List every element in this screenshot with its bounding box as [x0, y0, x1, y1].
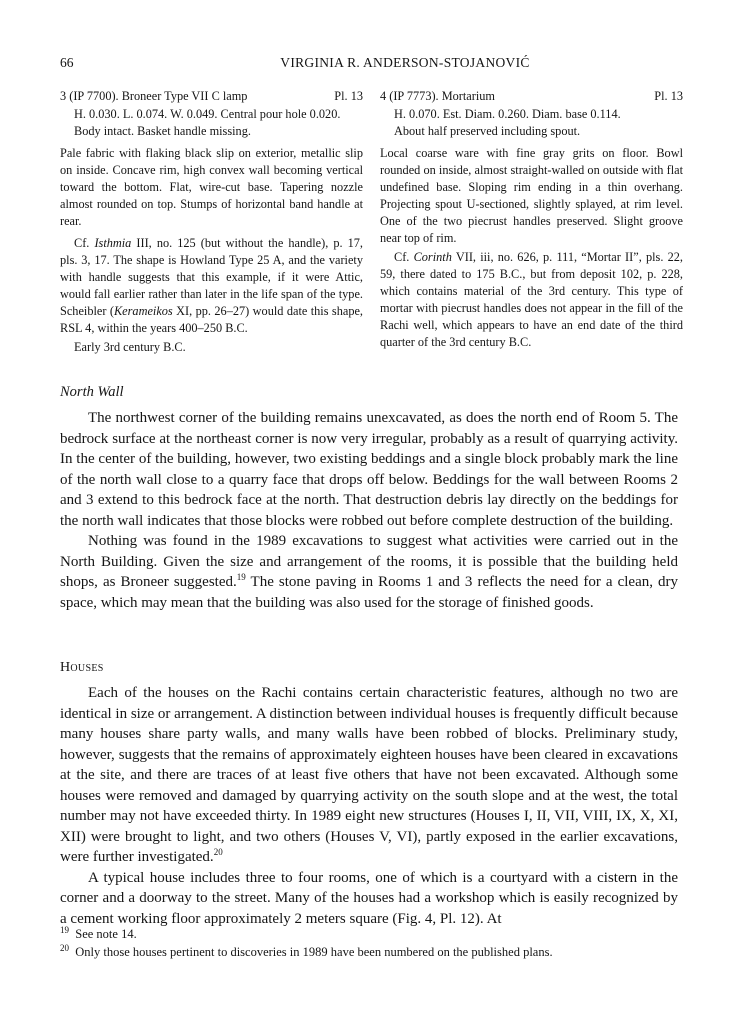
paragraph	[60, 531, 678, 613]
dimensions: H. 0.030. L. 0.074. W. 0.049. Central pour hole 0.020.	[74, 107, 341, 121]
comparanda	[380, 249, 683, 351]
comparanda	[60, 235, 363, 337]
date	[60, 339, 363, 356]
cf-text: XI, pp. 26–27) would date this shape, RSL 4, within the years 400–250	[60, 304, 364, 335]
footnote-number: 20	[60, 942, 69, 953]
footnotes	[60, 925, 678, 961]
running-head: VIRGINIA R. ANDERSON-STOJANOVIĆ	[280, 55, 530, 70]
catalog-entry-4	[380, 88, 683, 351]
catalog-heading	[380, 88, 683, 105]
dimensions: H. 0.070. Est. Diam. 0.260. Diam. base 0.114.	[394, 107, 621, 121]
description: Local coarse ware with fine gray grits on floor. Bowl rounded on inside, almost straight-walled on outside with flat undefined base. Sloping rim ending in a thin overhang. Projecting spout U-sectioned, slightly splayed, at rim level. One of the two piecrust handles preserved. Slight groove near top of rim.	[380, 146, 683, 245]
condition: Body intact. Basket handle missing.	[74, 124, 251, 138]
paragraph: The northwest corner of the building remains unexcavated, as does the north end of Room 5. The bedrock surface at the northeast corner is now very irregular, probably as a result of quarrying activity. In the center of the building, however, two existing beddings and a single block probably mark the line of the north wall close to a quarry face that drops off below. Beddings for the wall between Rooms 2 and 3 extend to this bedrock face at the north. That destruction debris lay directly on the beddings for the north wall indicates that those blocks were robbed out before complete destruction of the building.	[60, 410, 678, 529]
catalog-entry-3	[60, 88, 363, 356]
north-wall-text	[60, 408, 678, 613]
plate-reference: Pl. 13	[334, 89, 363, 103]
era-abbr: B.C.	[225, 321, 248, 335]
catalog-heading	[60, 88, 363, 105]
condition: About half preserved including spout.	[394, 124, 581, 138]
era-abbr: B.C.	[163, 340, 186, 354]
cf-text: , but from deposit 102, p. 228, which contains material of the 3rd century. This type of mortar with piecrust handles does not appear in the fill of the Rachi well, which appears to have an end date of the third quarter of the 3rd century	[380, 267, 684, 349]
paragraph-text: Nothing was found in the 1989 excavations to suggest what activities were carried out in the North Building. Given the size and arrangement of the rooms, it is possible that the building held shops, as Broneer suggested.	[60, 533, 678, 590]
footnote-text: See note 14.	[75, 927, 137, 941]
cf-title: Corinth	[413, 250, 452, 264]
paragraph	[60, 683, 678, 868]
cf-text: VII, iii, no. 626, p. 111, “Mortar II”, pls. 22, 59, there dated to 175	[380, 250, 683, 281]
footnote-number: 19	[60, 924, 69, 935]
era-abbr: B.C.	[508, 335, 532, 349]
houses-text	[60, 683, 678, 929]
cf-title: Kerameikos	[113, 304, 173, 318]
cf-title: Isthmia	[94, 236, 132, 250]
footnote-text: Only those houses pertinent to discoveries in 1989 have been numbered on the published plans.	[75, 945, 553, 959]
page-number: 66	[60, 55, 74, 70]
era-abbr: B.C.	[499, 267, 523, 281]
paragraph: A typical house includes three to four rooms, one of which is a courtyard with a cistern in the corner and a doorway to the street. Many of the houses had a workshop which is easily recognized by a cement working floor approximately 2 meters square (Fig. 4, Pl. 12). At	[60, 869, 678, 927]
section-heading-north-wall: North Wall	[60, 384, 124, 400]
footnote-ref-19: 19	[236, 572, 246, 582]
cf-text: III, no. 125 (but without the handle), p. 17, pls. 3, 17. The shape is Howland Type 25 A, and the variety with handle suggests that this example, if it were Attic, would fall earlier rather than later in the life span of the type. Scheibler (	[60, 236, 363, 318]
plate-reference: Pl. 13	[654, 89, 683, 103]
date-text: Early 3rd century	[74, 340, 164, 354]
footnote-ref-20: 20	[213, 847, 223, 857]
footnote	[60, 925, 678, 943]
paragraph-text: Each of the houses on the Rachi contains certain characteristic features, although no two are identical in size or arrangement. A distinction between individual houses is frequently difficult because many houses share party walls, and many walls have been robbed of blocks. Preliminary study, however, suggests that the remains of approximately eighteen houses have been cleared in excavations at the site, and there are traces of at least five others that have not been excavated. Although some houses were removed and damaged by quarrying activity on the south slope and at the west, the total number may not have exceeded thirty. In 1989 eight new structures (Houses I, II, VII, VIII, IX, X, XI, XII) were brought to light, and two others (Houses V, VI), partly exposed in the earlier excavations, were further investigated.	[60, 685, 678, 865]
section-heading-houses: Houses	[60, 660, 104, 675]
description: Pale fabric with flaking black slip on exterior, metallic slip on inside. Concave rim, high convex wall becoming vertical toward the bottom. Flat, wire-cut base. Tapering nozzle almost rounded on top. Stumps of horizontal band handle at rear.	[60, 146, 363, 228]
cf-text: Cf.	[394, 250, 414, 264]
paragraph-text: The stone paving in Rooms 1 and 3 reflects the need for a clean, dry space, which may mean that the building was also used for the storage of finished goods.	[60, 574, 679, 611]
cf-text: Cf.	[74, 236, 95, 250]
footnote	[60, 943, 678, 961]
catalog-title: 4 (IP 7773). Mortarium	[380, 89, 495, 103]
catalog-title: 3 (IP 7700). Broneer Type VII C lamp	[60, 89, 248, 103]
